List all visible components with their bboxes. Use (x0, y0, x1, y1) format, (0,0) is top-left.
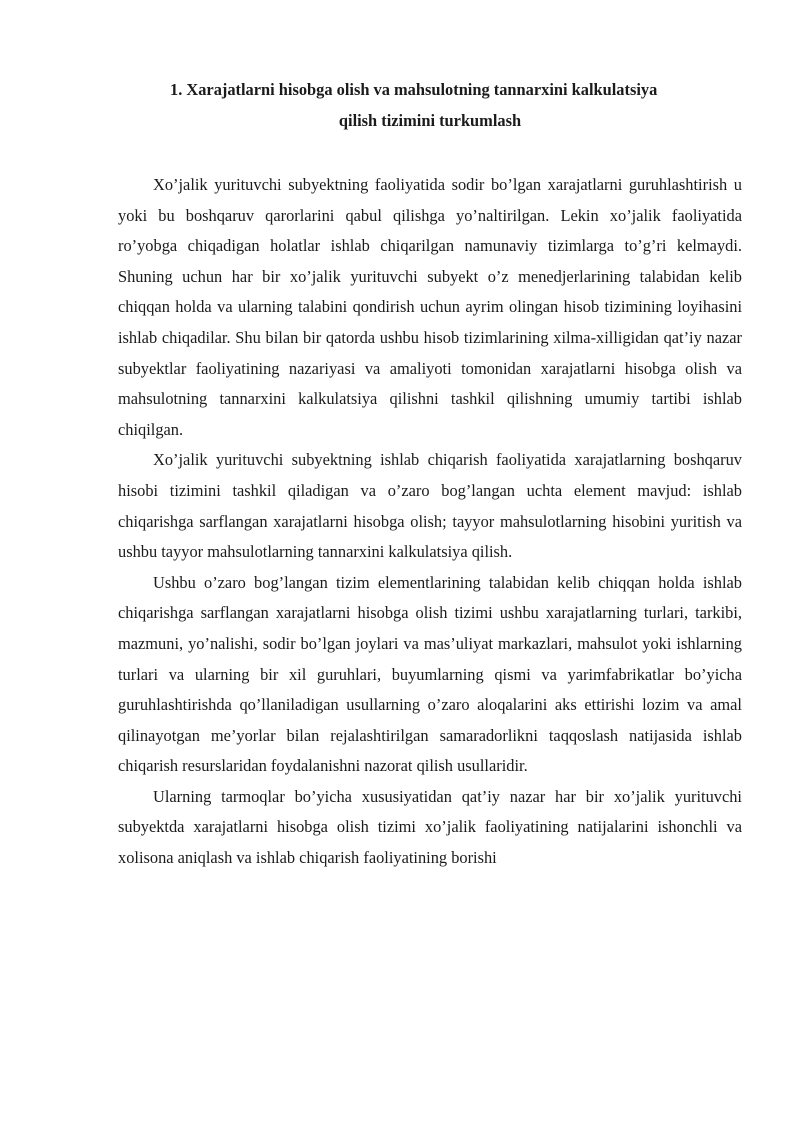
section-heading (118, 74, 742, 136)
section-heading-line-2: qilish tizimini turkumlash (338, 111, 522, 130)
section-heading-line-1: 1. Xarajatlarni hisobga olish va mahsulotning tannarxini kalkulatsiya (170, 80, 658, 99)
document-body (118, 170, 742, 874)
paragraph: Xo’jalik yurituvchi subyektning ishlab chiqarish faoliyatida xarajatlarning boshqaruv hisobi tizimini tashkil qiladigan va o’zaro bog’langan uchta element mavjud: ishlab chiqarishga sarflangan xarajatlarni hisobga olish; tayyor mahsulotlarning hisobini yuritish va ushbu tayyor mahsulotlarning tannarxini kalkulatsiya qilish. (118, 450, 742, 562)
paragraph: Ularning tarmoqlar bo’yicha xususiyatidan qat’iy nazar har bir xo’jalik yurituvchi subyektda xarajatlarni hisobga olish tizimi xo’jalik faoliyatining natijalarini ishonchli va xolisona aniqlash va ishlab chiqarish faoliyatining borishi (118, 786, 742, 868)
paragraph: Xo’jalik yurituvchi subyektning faoliyatida sodir bo’lgan xarajatlarni guruhlashtirish u yoki bu boshqaruv qarorlarini qabul qilishga yo’naltirilgan. Lekin xo’jalik faoliyatida ro’yobga chiqadigan holatlar ishlab chiqarilgan namunaviy tizimlarga to’g’ri kelmaydi. Shuning uchun har bir xo’jalik yurituvchi subyekt o’z menedjerlarining talabidan kelib chiqqan holda va ularning talabini qondirish uchun ayrim olingan hisob tizimining loyihasini ishlab chiqadilar. Shu bilan bir qatorda ushbu hisob tizimlarining xilma-xilligidan qat’iy nazar subyektlar faoliyatining nazariyasi va amaliyoti tomonidan xarajatlarni hisobga olish va mahsulotning tannarxini kalkulatsiya qilishni tashkil qilishning umumiy tartibi ishlab chiqilgan. (118, 175, 742, 439)
paragraph: Ushbu o’zaro bog’langan tizim elementlarining talabidan kelib chiqqan holda ishlab chiqarishga sarflangan xarajatlarni hisobga olish tizimi ushbu xarajatlarning turlari, tarkibi, mazmuni, yo’nalishi, sodir bo’lgan joylari va mas’uliyat markazlari, mahsulot yoki ishlarning turlari va ularning bir xil guruhlari, buyumlarning qismi va yarimfabrikatlar bo’yicha guruhlashtirishda qo’llaniladigan usullarning o’zaro aloqalarini aks ettirishi lozim va amal qilinayotgan me’yorlar bilan rejalashtirilgan samaradorlikni taqqoslash natijasida ishlab chiqarish resurslaridan foydalanishni nazorat qilish usullaridir. (118, 572, 742, 776)
